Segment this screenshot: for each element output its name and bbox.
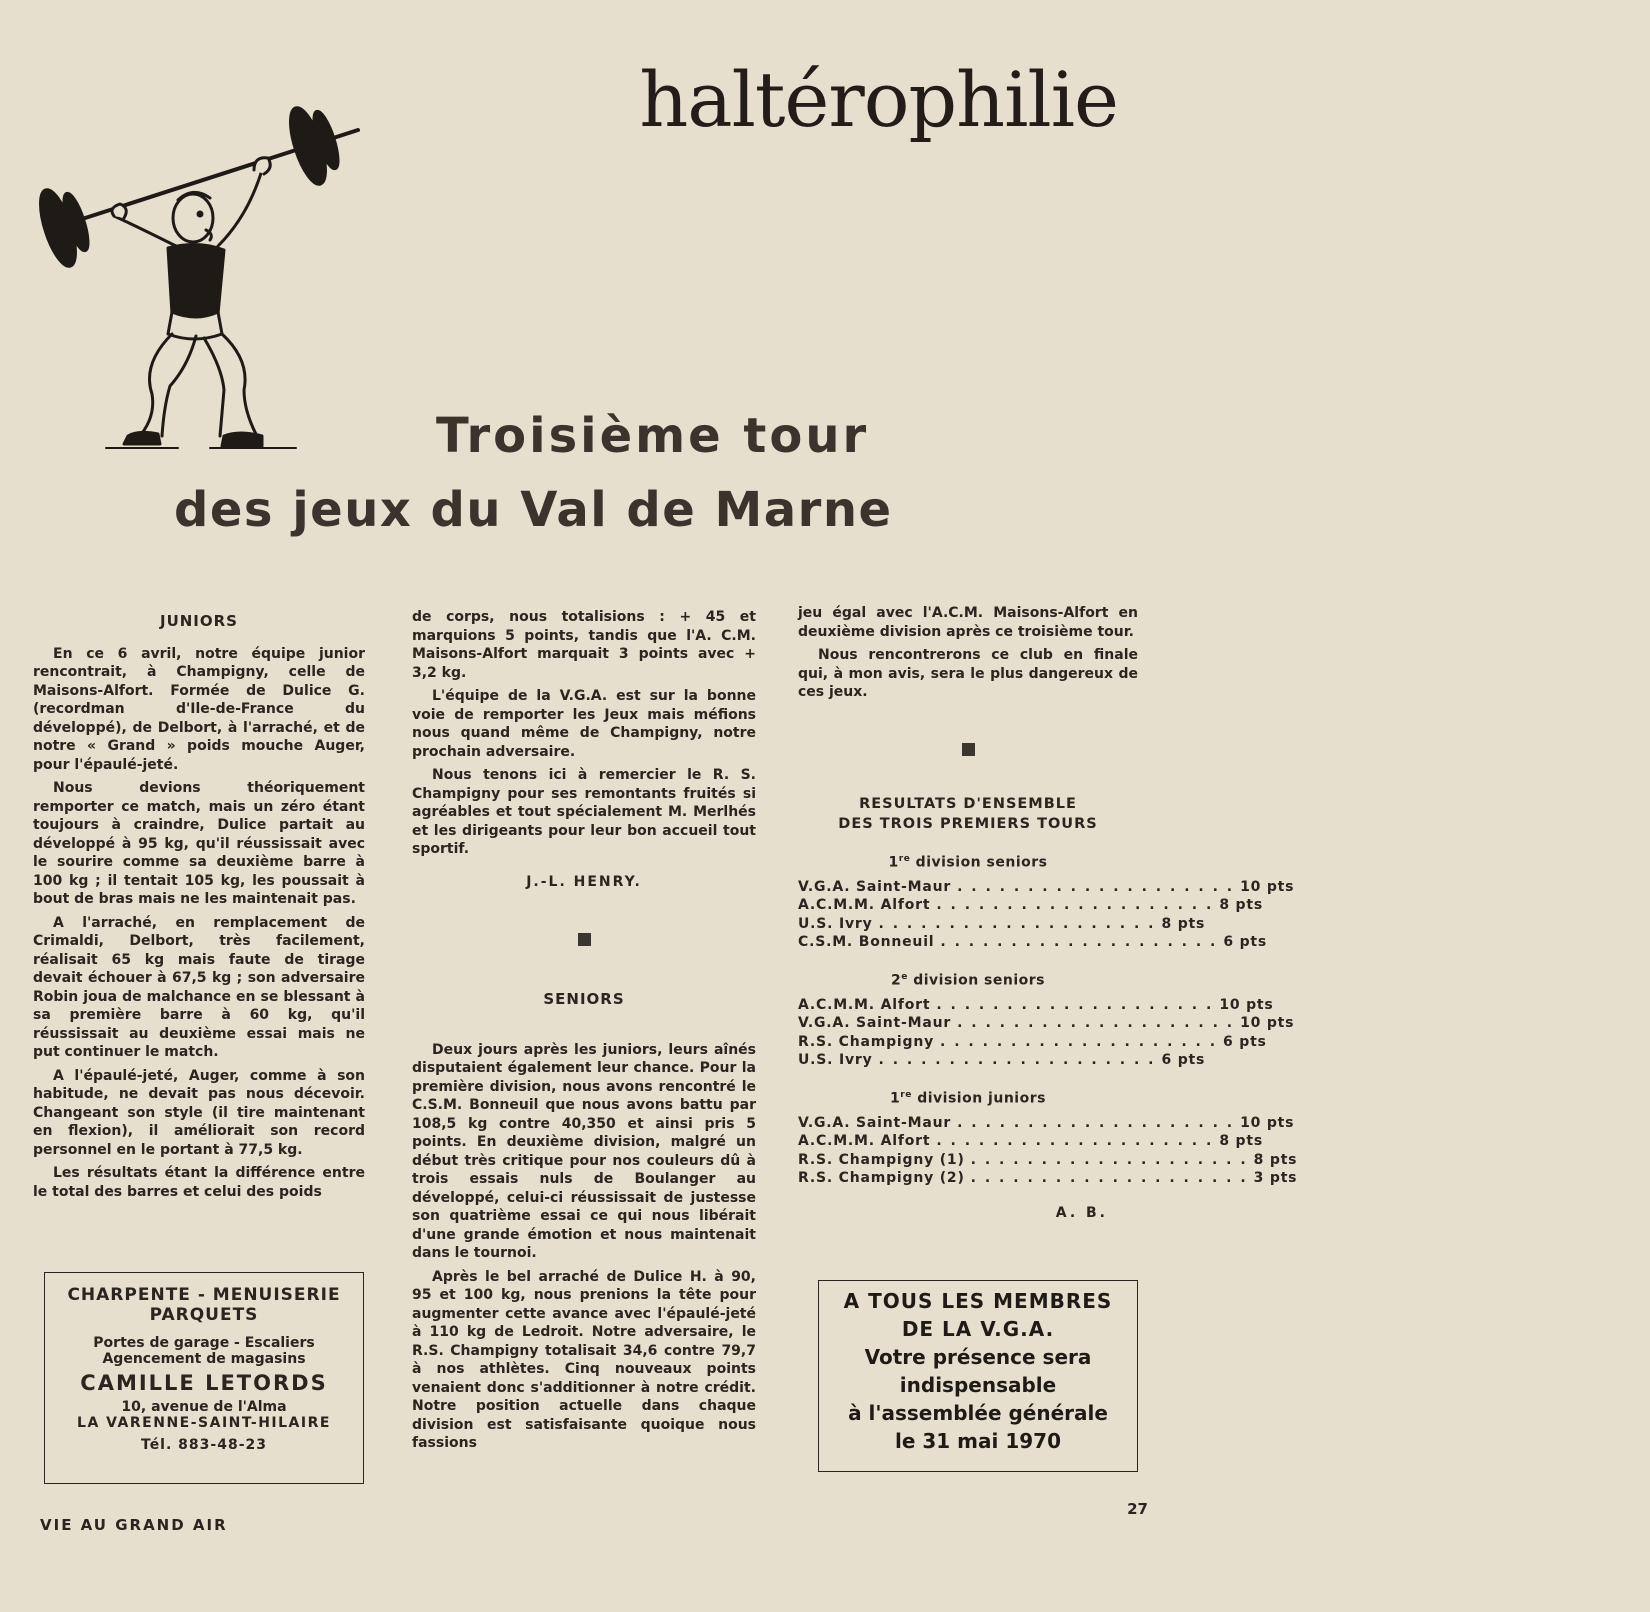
publication-name: VIE AU GRAND AIR [40, 1516, 228, 1534]
ad-company-name: CAMILLE LETORDS [80, 1371, 328, 1395]
result-row: A.C.M.M. Alfort . . . . . . . . . . . . . . . . . . . . 8 pts [798, 1133, 1263, 1150]
section-separator-square [578, 933, 591, 946]
ad-town: LA VARENNE-SAINT-HILAIRE [77, 1415, 331, 1431]
result-row: A.C.M.M. Alfort . . . . . . . . . . . . . . . . . . . . 10 pts [798, 996, 1274, 1013]
col2-paragraph-2: L'équipe de la V.G.A. est sur la bonne voie de remporter les Jeux mais méfions nous quand même de Champigny, notre prochain adversaire. [412, 688, 756, 760]
result-row: U.S. Ivry . . . . . . . . . . . . . . . . . . . . 6 pts [798, 1052, 1206, 1069]
ad-line-2: PARQUETS [149, 1305, 259, 1325]
juniors-paragraph-5: Les résultats étant la différence entre le total des barres et celui des poids [33, 1165, 365, 1200]
seniors-paragraph-2: Après le bel arraché de Dulice H. à 90, 95 et 100 kg, nous prenions la tête pour augmenter cette avance avec l'épaulé-jeté à 110 kg de Ledroit. Notre adversaire, le R.S. Champigny totalisait 34,6 contre 79,7 à nos athlètes. Cinq nouveaux points venaient donc s'additionner à notre crédit. Notre position actuelle dans chaque division est satisfaisante quoique nous fassions [412, 1268, 756, 1451]
notice-line-1: A TOUS LES MEMBRES [843, 1289, 1113, 1313]
seniors-heading: SENIORS [543, 990, 625, 1008]
headline-line-1: Troisième tour [436, 408, 870, 464]
juniors-paragraph-1: En ce 6 avril, notre équipe junior rencontrait, à Champigny, celle de Maisons-Alfort. Formée de Dulice G. (recordman d'Ile-de-France du développé), de Delbort, à l'arraché, et de notre « Grand » poids mouche Auger, pour l'épaulé-jeté. [33, 645, 365, 773]
ad-line-3: Portes de garage - Escaliers [93, 1335, 315, 1351]
column-middle [412, 608, 756, 1458]
result-row: R.S. Champigny . . . . . . . . . . . . . . . . . . . . 6 pts [798, 1033, 1267, 1050]
column-results [798, 604, 1298, 1222]
result-row: V.G.A. Saint-Maur . . . . . . . . . . . . . . . . . . . . 10 pts [798, 1114, 1295, 1131]
page-number: 27 [1127, 1500, 1148, 1518]
result-row: A.C.M.M. Alfort . . . . . . . . . . . . . . . . . . . . 8 pts [798, 897, 1263, 914]
ad-address: 10, avenue de l'Alma [121, 1399, 287, 1415]
col3-paragraph-1: jeu égal avec l'A.C.M. Maisons-Alfort en deuxième division après ce troisième tour. [798, 605, 1138, 640]
division-title: 1re division juniors [890, 1089, 1046, 1107]
column-juniors [33, 612, 365, 1206]
members-notice-box [818, 1280, 1138, 1472]
juniors-paragraph-2: Nous devions théoriquement remporter ce match, mais un zéro étant toujours à craindre, Dulice partait au développé à 95 kg, qu'il réussissait avec le sourire comme sa deuxième barre à 100 kg ; il tentait 105 kg, les poussait à bout de bras mais ne les maintenait pas. [33, 780, 365, 907]
col3-paragraph-2: Nous rencontrerons ce club en finale qui, à mon avis, sera le plus dangereux de ces jeux. [798, 647, 1138, 700]
notice-line-6: le 31 mai 1970 [895, 1429, 1061, 1453]
results-division-1 [798, 850, 1295, 952]
result-row: R.S. Champigny (2) . . . . . . . . . . . . . . . . . . . . 3 pts [798, 1170, 1298, 1187]
results-division-3 [798, 1086, 1298, 1188]
juniors-paragraph-4: A l'épaulé-jeté, Auger, comme à son habitude, ne devait pas nous décevoir. Changeant son style (il tire maintenant en flexion), il améliorait son record personnel en le portant à 77,5 kg. [33, 1067, 365, 1158]
result-row: C.S.M. Bonneuil . . . . . . . . . . . . . . . . . . . . 6 pts [798, 934, 1268, 951]
results-initials: A. B. [1055, 1204, 1108, 1221]
result-row: U.S. Ivry . . . . . . . . . . . . . . . . . . . . 8 pts [798, 915, 1206, 932]
result-row: V.G.A. Saint-Maur . . . . . . . . . . . . . . . . . . . . 10 pts [798, 1015, 1295, 1032]
ad-phone: Tél. 883-48-23 [141, 1437, 267, 1453]
juniors-paragraph-3: A l'arraché, en remplacement de Crimaldi, Delbort, très facilement, réalisait 65 kg mais faute de tirage devait échouer à 67,5 kg ; son adversaire Robin joua de malchance en se blessant à sa première barre à 60 kg, qu'il réussissait au deuxième essai mais ne put continuer le match. [33, 914, 365, 1060]
results-heading [798, 794, 1138, 834]
headline-line-2: des jeux du Val de Marne [174, 482, 893, 538]
section-title: haltérophilie [639, 55, 1118, 144]
notice-line-2: DE LA V.G.A. [901, 1317, 1055, 1341]
juniors-heading: JUNIORS [159, 612, 238, 630]
col2-paragraph-1: de corps, nous totalisions : + 45 et marquions 5 points, tandis que l'A. C.M. Maisons-Alfort marquait 3 points avec + 3,2 kg. [412, 609, 756, 681]
seniors-paragraph-1: Deux jours après les juniors, leurs aînés disputaient également leur chance. Pour la première division, nous avons rencontré le C.S.M. Bonneuil que nous avons battu par 108,5 kg contre 40,350 et ainsi pris 5 points. En deuxième division, malgré un début très critique pour nos couleurs dû à trois essais nuls de Boulanger au développé, celui-ci réussissait de justesse son quatrième essai ce qui nous libérait d'une grande émotion et nous maintenait dans le tournoi. [412, 1041, 756, 1261]
ad-line-1: CHARPENTE - MENUISERIE [67, 1285, 341, 1305]
notice-line-4: indispensable [899, 1373, 1057, 1397]
weightlifter-illustration [28, 90, 368, 470]
results-heading-line-1: RESULTATS D'ENSEMBLE [859, 795, 1077, 812]
division-title: 2e division seniors [890, 971, 1046, 989]
col2-paragraph-3: Nous tenons ici à remercier le R. S. Champigny pour ses remontants fruités si agréables et tout spécialement M. Merlhés et les dirigeants pour leur bon accueil tout sportif. [412, 767, 756, 857]
results-division-2 [798, 968, 1295, 1070]
result-row: V.G.A. Saint-Maur . . . . . . . . . . . . . . . . . . . . 10 pts [798, 878, 1295, 895]
results-heading-line-2: DES TROIS PREMIERS TOURS [838, 815, 1098, 832]
notice-line-3: Votre présence sera [864, 1345, 1092, 1369]
ad-line-4: Agencement de magasins [102, 1351, 306, 1367]
division-title: 1re division seniors [888, 853, 1048, 871]
result-row: R.S. Champigny (1) . . . . . . . . . . . . . . . . . . . . 8 pts [798, 1151, 1298, 1168]
notice-line-5: à l'assemblée générale [848, 1401, 1108, 1425]
section-separator-square [962, 743, 975, 756]
advertisement-box [44, 1272, 364, 1484]
signature: J.-L. HENRY. [526, 873, 642, 890]
